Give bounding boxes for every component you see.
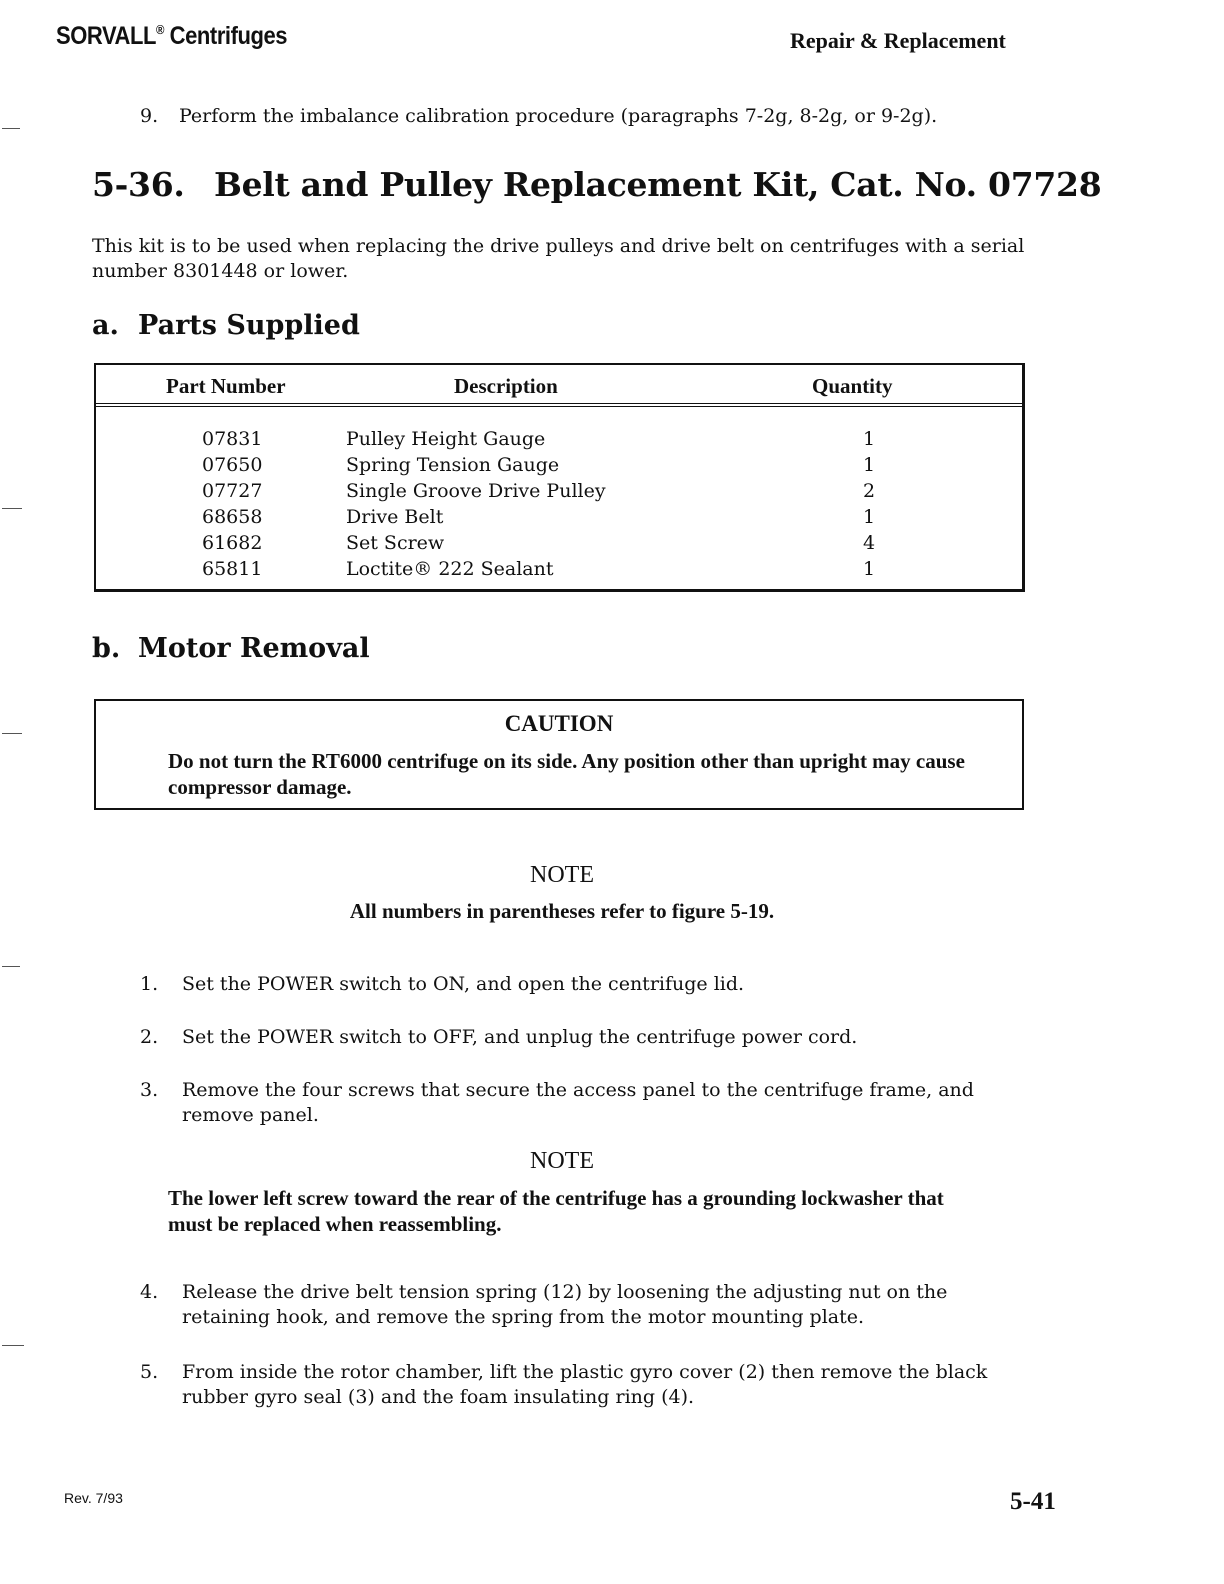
- subsection-heading: a. Parts Supplied: [92, 310, 360, 341]
- column-header: Quantity: [812, 374, 893, 398]
- table-row: 07727 Single Groove Drive Pulley 2: [202, 480, 876, 502]
- header-section-title: Repair & Replacement: [790, 28, 1006, 53]
- section-intro: This kit is to be used when replacing the drive pulleys and drive belt on centrifuges with a serial number 8301448 or lower.: [92, 235, 1025, 282]
- revision-label: Rev. 7/93: [64, 1490, 123, 1506]
- note-title: NOTE: [530, 862, 594, 888]
- caution-box: [94, 699, 1024, 810]
- note-text: The lower left screw toward the rear of the centrifuge has a grounding lockwasher that must be replaced when reassembling.: [168, 1186, 944, 1236]
- note-text: All numbers in parentheses refer to figure 5-19.: [349, 899, 775, 923]
- column-header: Part Number: [166, 374, 286, 398]
- scan-mark: [2, 966, 20, 967]
- column-header: Description: [454, 374, 558, 398]
- note-title: NOTE: [530, 1148, 594, 1174]
- table-row: 65811 Loctite® 222 Sealant 1: [202, 558, 876, 580]
- caution-text: Do not turn the RT6000 centrifuge on its side. Any position other than upright may cause compressor damage.: [168, 749, 965, 799]
- table-row: 07650 Spring Tension Gauge 1: [202, 454, 876, 476]
- list-item: 5. From inside the rotor chamber, lift the plastic gyro cover (2) then remove the black rubber gyro seal (3) and the foam insulating ring (4).: [140, 1361, 988, 1408]
- header-brand: SORVALL® Centrifuges: [56, 22, 288, 50]
- page-number: 5-41: [1010, 1488, 1056, 1515]
- parts-table: [94, 363, 1025, 592]
- caution-title: CAUTION: [504, 711, 614, 736]
- table-row: 07831 Pulley Height Gauge 1: [202, 428, 876, 450]
- table-row: 61682 Set Screw 4: [202, 532, 876, 554]
- section-heading: [92, 165, 1102, 204]
- section-title: Belt and Pulley Replacement Kit, Cat. No. 07728: [214, 165, 1102, 204]
- scan-mark: [2, 733, 22, 734]
- scan-mark: [2, 128, 20, 129]
- list-item: 1. Set the POWER switch to ON, and open the centrifuge lid.: [140, 973, 745, 995]
- list-item: 9. Perform the imbalance calibration procedure (paragraphs 7-2g, 8-2g, or 9-2g).: [140, 105, 938, 127]
- table-row: 68658 Drive Belt 1: [202, 506, 876, 528]
- section-number: 5-36.: [92, 165, 185, 204]
- subsection-heading: b. Motor Removal: [92, 633, 370, 664]
- list-item: 3. Remove the four screws that secure the access panel to the centrifuge frame, and remove panel.: [140, 1079, 974, 1126]
- list-item: 4. Release the drive belt tension spring (12) by loosening the adjusting nut on the retaining hook, and remove the spring from the motor mounting plate.: [140, 1281, 948, 1328]
- scan-mark: [2, 508, 22, 509]
- list-item: 2. Set the POWER switch to OFF, and unplug the centrifuge power cord.: [140, 1026, 858, 1048]
- scan-mark: [2, 1345, 24, 1346]
